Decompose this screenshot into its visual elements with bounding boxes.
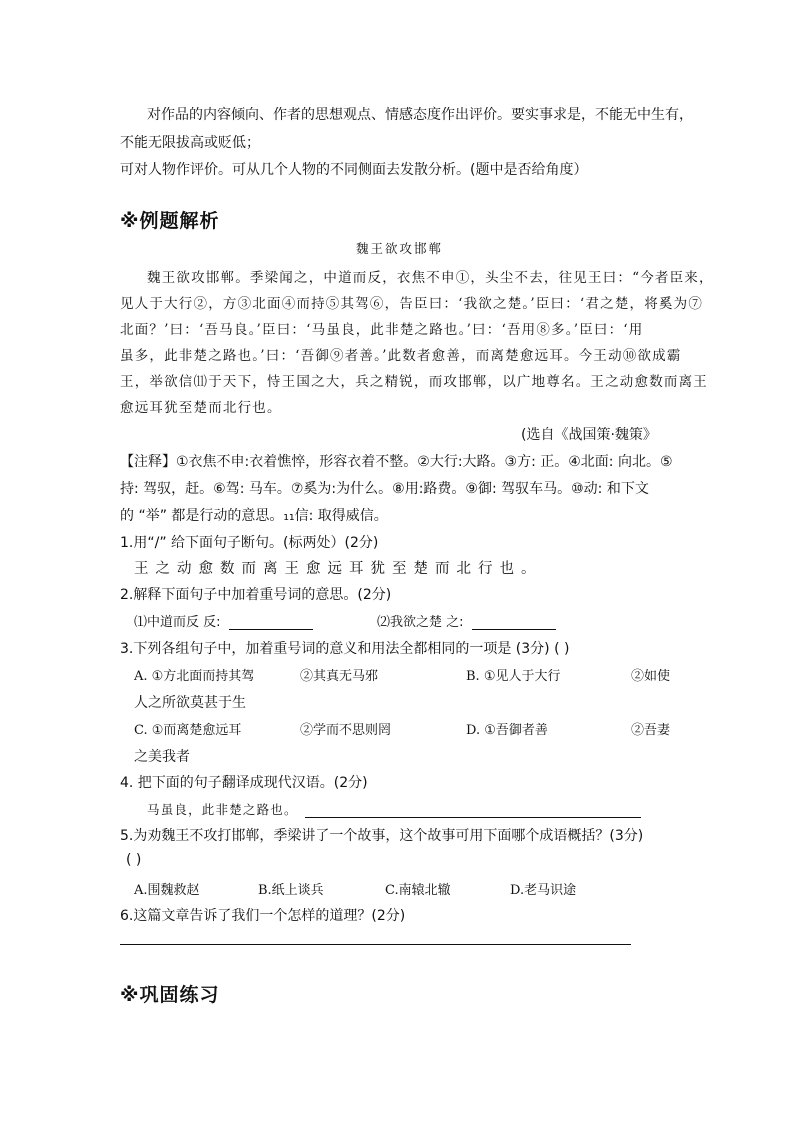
intro-line-1: 对作品的内容倾向、作者的思想观点、情感态度作出评价。要实事求是，不能无中生有， (147, 107, 693, 123)
passage-line: 愈远耳犹至楚而北行也。 (120, 400, 282, 416)
option-c-1: C. ①而离楚愈远耳 (134, 723, 242, 738)
intro-line-2: 不能无限拔高或贬低； (120, 135, 260, 151)
passage-line: 王，举欲信⑾于天下，恃王国之大，兵之精锐，而攻邯郸，以广地尊名。王之动愈数而离王 (120, 374, 708, 390)
question-4: 4. 把下面的句子翻译成现代汉语。(2分) (120, 775, 368, 791)
answer-blank[interactable] (229, 615, 313, 630)
section-heading-example: ※例题解析 (120, 210, 220, 232)
option-b-2-continued: 人之所欲莫甚于生 (134, 695, 246, 711)
option-a-1: A. ①方北面而持其驾 (134, 669, 255, 684)
option-b-2: ②如使 (631, 669, 671, 684)
question-1: 1.用“/” 给下面句子断句。(标两处）(2分) (120, 535, 379, 551)
option-a-2: ②其真无马邪 (300, 669, 379, 684)
notes-line-1: 【注释】①衣焦不申:衣着憔悴，形容衣着不整。②大行:大路。③方: 正。④北面: 向北。⑤ (120, 454, 673, 470)
passage-line: 虽多，此非楚之路也。’曰：‘吾御⑨者善。’此数者愈善，而离楚愈远耳。今王动⑩欲成霸 (120, 348, 682, 364)
section-heading-practice: ※巩固练习 (120, 984, 220, 1006)
passage-source: (选自《战国策·魏策》 (521, 427, 657, 443)
question-2-part-2 (377, 611, 556, 630)
question-2: 2.解释下面句子中加着重号词的意思。(2分) (120, 587, 392, 603)
question-4-sentence-row (147, 799, 641, 818)
question-2-part-1-text: ⑴中道而反 反: (134, 615, 221, 630)
question-5: 5.为劝魏王不攻打邯郸，季梁讲了一个故事，这个故事可用下面哪个成语概括？(3分) (120, 828, 644, 844)
option-b-1: B. ①见人于大行 (466, 669, 561, 684)
notes-line-2: 持: 驾驭，赶。⑥驾: 马车。⑦奚为:为什么。⑧用:路费。⑨御: 驾驭车马。⑩动: 和下文 (120, 481, 649, 497)
question-4-sentence: 马虽良，此非楚之路也。 (147, 802, 298, 817)
option-d: D.老马识途 (510, 883, 577, 898)
question-6: 6.这篇文章告诉了我们一个怎样的道理？(2分) (120, 908, 406, 924)
answer-blank[interactable] (472, 615, 556, 630)
option-d-2-continued: 之美我者 (134, 749, 190, 765)
option-c-2: ②学而不思则罔 (300, 723, 392, 738)
passage-title: 魏王欲攻邯郸 (356, 241, 444, 256)
question-2-part-2-text: ⑵我欲之楚 之: (377, 615, 464, 630)
question-2-part-1 (134, 611, 313, 630)
notes-line-3: 的 “举” 都是行动的意思。₁₁信: 取得威信。 (120, 508, 388, 524)
option-b: B.纸上谈兵 (258, 883, 324, 898)
passage-line: 见人于大行②，方③北面④而持⑤其驾⑥，告臣曰：‘我欲之楚。’臣曰：‘君之楚，将奚为⑦ (120, 296, 704, 312)
translation-blank[interactable] (305, 803, 641, 818)
question-3: 3.下列各组句子中，加着重号词的意义和用法全都相同的一项是 (3分) ( ) (120, 641, 570, 657)
option-d-2: ②吾妻 (631, 723, 671, 738)
passage-line: 魏王欲攻邯郸。季梁闻之，中道而反，衣焦不申①，头尘不去，往见王曰：“今者臣来， (147, 270, 714, 286)
option-a: A.围魏救赵 (134, 883, 200, 898)
option-d-1: D. ①吾御者善 (466, 723, 548, 738)
option-c: C.南辕北辙 (385, 883, 451, 898)
question-1-sentence: 王之动愈数而离王愈远耳犹至楚而北行也。 (134, 561, 543, 577)
intro-line-3: 可对人物作评价。可从几个人物的不同侧面去发散分析。(题中是否给角度） (120, 162, 588, 178)
question-5-answer-paren: ( ) (126, 852, 142, 868)
answer-line[interactable] (120, 944, 631, 945)
passage-line: 北面？’曰：‘吾马良。’臣曰：‘马虽良，此非楚之路也。’曰：‘吾用⑧多。’臣曰：‘用 (120, 322, 644, 338)
